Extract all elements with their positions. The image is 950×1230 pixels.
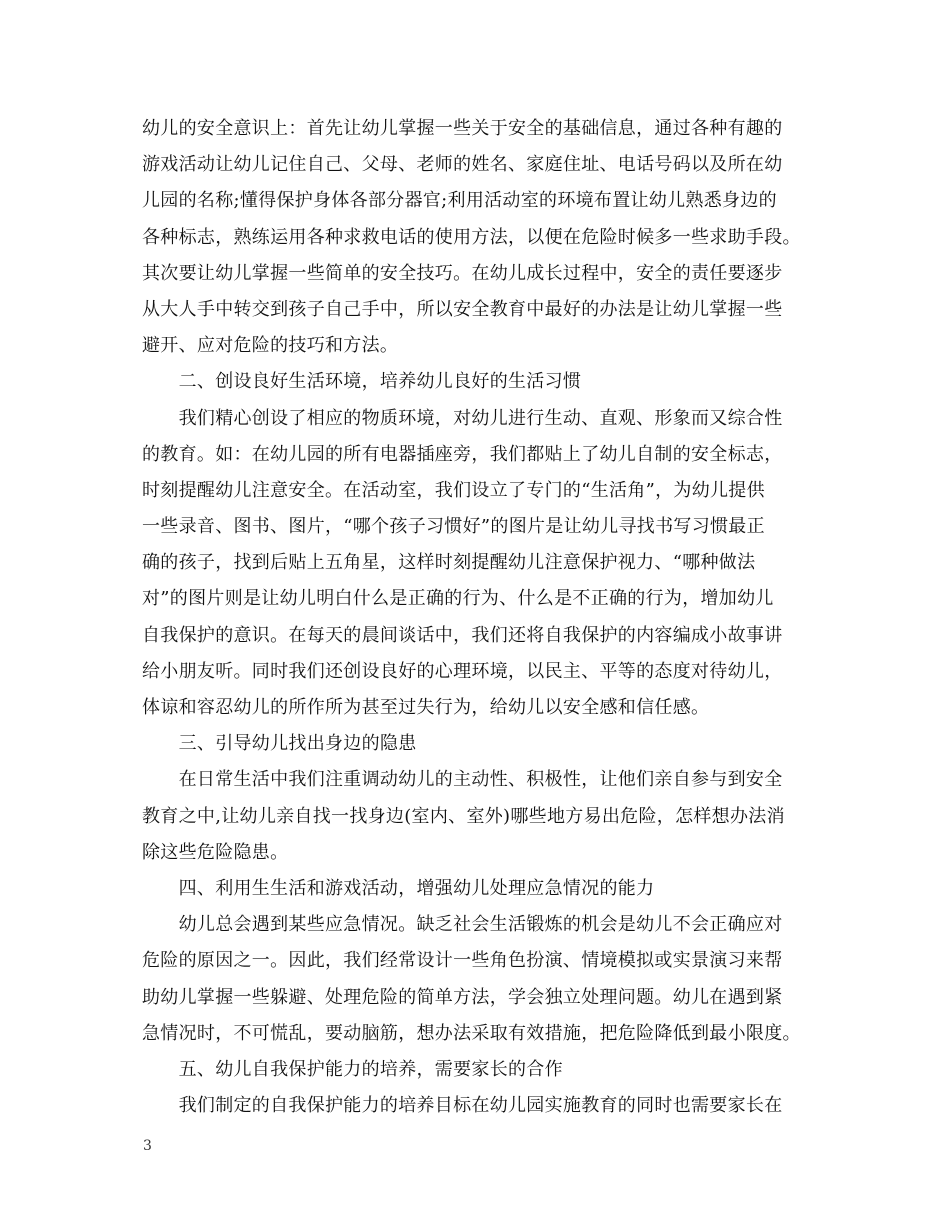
section-heading: 五、幼儿自我保护能力的培养，需要家长的合作 — [142, 1058, 563, 1080]
page-number: 3 — [143, 1138, 152, 1154]
text-line: 危险的原因之一。因此，我们经常设计一些角色扮演、情境模拟或实景演习来帮 — [142, 950, 783, 972]
text-line: 幼儿总会遇到某些应急情况。缺乏社会生活锻炼的机会是幼儿不会正确应对 — [142, 914, 783, 936]
text-line: 教育之中,让幼儿亲自找一找身边(室内、室外)哪些地方易出危险，怎样想办法消 — [142, 805, 785, 827]
text-line: 从大人手中转交到孩子自己手中，所以安全教育中最好的办法是让幼儿掌握一些 — [142, 298, 783, 320]
text-line: 我们制定的自我保护能力的培养目标在幼儿园实施教育的同时也需要家长在 — [142, 1095, 783, 1117]
text-line: 给小朋友听。同时我们还创设良好的心理环境，以民主、平等的态度对待幼儿， — [142, 660, 783, 682]
body-text — [142, 111, 818, 1124]
text-line: 确的孩子，找到后贴上五角星，这样时刻提醒幼儿注意保护视力、“哪种做法 — [142, 552, 756, 574]
text-line: 游戏活动让幼儿记住自己、父母、老师的姓名、家庭住址、电话号码以及所在幼 — [142, 154, 783, 176]
text-line: 各种标志，熟练运用各种求救电话的使用方法，以便在危险时候多一些求助手段。 — [142, 226, 801, 248]
text-line: 除这些危险隐患。 — [142, 841, 289, 863]
text-line: 自我保护的意识。在每天的晨间谈话中，我们还将自我保护的内容编成小故事讲 — [142, 624, 783, 646]
text-line: 急情况时，不可慌乱，要动脑筋，想办法采取有效措施，把危险降低到最小限度。 — [142, 1022, 801, 1044]
text-line: 对”的图片则是让幼儿明白什么是正确的行为、什么是不正确的行为，增加幼儿 — [142, 588, 774, 610]
text-line: 助幼儿掌握一些躲避、处理危险的简单方法，学会独立处理问题。幼儿在遇到紧 — [142, 986, 783, 1008]
section-heading: 三、引导幼儿找出身边的隐患 — [142, 733, 417, 755]
text-line: 避开、应对危险的技巧和方法。 — [142, 335, 399, 357]
text-line: 时刻提醒幼儿注意安全。在活动室，我们设立了专门的“生活角”，为幼儿提供 — [142, 479, 765, 501]
text-line: 其次要让幼儿掌握一些简单的安全技巧。在幼儿成长过程中，安全的责任要逐步 — [142, 262, 783, 284]
text-line: 体谅和容忍幼儿的所作所为甚至过失行为，给幼儿以安全感和信任感。 — [142, 697, 710, 718]
text-line: 在日常生活中我们注重调动幼儿的主动性、积极性，让他们亲自参与到安全 — [142, 769, 783, 791]
text-line: 一些录音、图书、图片，“哪个孩子习惯好”的图片是让幼儿寻找书写习惯最正 — [142, 516, 765, 538]
text-line: 幼儿的安全意识上：首先让幼儿掌握一些关于安全的基础信息，通过各种有趣的 — [142, 118, 783, 139]
text-line: 的教育。如：在幼儿园的所有电器插座旁，我们都贴上了幼儿自制的安全标志， — [142, 443, 783, 465]
text-line: 我们精心创设了相应的物质环境，对幼儿进行生动、直观、形象而又综合性 — [142, 407, 783, 429]
section-heading: 二、创设良好生活环境，培养幼儿良好的生活习惯 — [142, 371, 582, 393]
section-heading: 四、利用生生活和游戏活动，增强幼儿处理应急情况的能力 — [142, 877, 655, 899]
text-line: 儿园的名称;懂得保护身体各部分器官;利用活动室的环境布置让幼儿熟悉身边的 — [142, 190, 777, 212]
